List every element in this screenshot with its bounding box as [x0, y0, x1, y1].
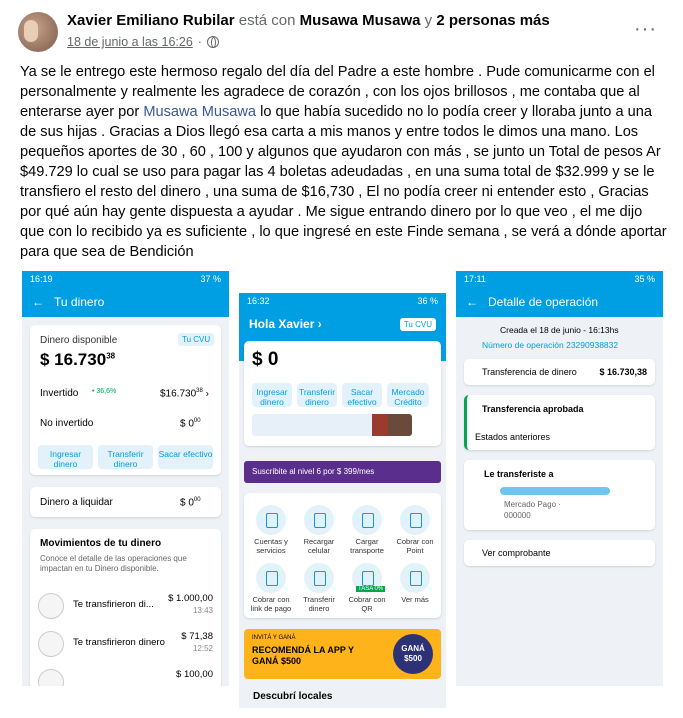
services-label: Cuentas y servicios [254, 537, 288, 555]
recipient-cvu: 000000 [504, 511, 531, 520]
discover-label: Descubrí locales [253, 691, 333, 702]
movement-time: 13:43 [192, 606, 213, 615]
movements-title: Movimientos de tu dinero [40, 538, 162, 549]
movement-amount: $ 71,38 [181, 631, 213, 642]
liquidar-amount: $ $0^{00}$ [180, 497, 201, 509]
operation-number[interactable]: Número de operación 23290938832 [482, 340, 619, 350]
screen-title: Detalle de operación [488, 295, 599, 309]
liquidar-card[interactable] [30, 487, 221, 517]
status-bar [456, 271, 663, 287]
more-label: Ver más [401, 595, 429, 604]
balance-amount: $ 0 [252, 349, 279, 370]
movements-desc: Conoce el detalle de las operaciones que impactan en tu Dinero disponible. [40, 554, 187, 573]
screen-title: Tu dinero [54, 295, 105, 309]
status-battery: 37 % [200, 274, 221, 284]
phone-recharge-icon[interactable] [304, 505, 334, 535]
point-icon[interactable] [400, 505, 430, 535]
tasa-badge: TASA 0% [358, 586, 384, 592]
screenshot-detail[interactable] [456, 271, 663, 686]
more-options-icon[interactable]: ··· [634, 18, 657, 40]
transfer-button[interactable]: Transferir dinero [98, 445, 153, 469]
author-name[interactable]: Xavier Emiliano Rubilar [67, 12, 235, 29]
withdraw-button[interactable]: Sacar efectivo [158, 445, 213, 469]
globe-icon [207, 36, 219, 48]
others-link[interactable]: 2 personas más [436, 12, 550, 29]
link-icon[interactable] [256, 563, 286, 593]
not-invested-amount: $ $0^{00}$ [180, 418, 201, 430]
shortcuts-grid [244, 493, 441, 618]
not-invested-label: No invertido [40, 418, 94, 429]
screenshot-tu-dinero[interactable] [22, 271, 229, 686]
recipient-card [464, 460, 655, 530]
movement-row[interactable] [30, 665, 221, 686]
header [22, 271, 229, 317]
link-label: Cobrar con link de pago [250, 595, 292, 613]
separator: · [197, 35, 202, 49]
status-battery: 35 % [634, 274, 655, 284]
status-time: 17:11 [464, 274, 486, 284]
deposit-button[interactable]: Ingresar dinero [252, 383, 292, 407]
greeting[interactable]: Hola Xavier › [249, 317, 322, 331]
subscribe-banner[interactable]: Suscribite al nivel 6 por $ 399/mes [244, 461, 441, 483]
and-text: y [424, 12, 433, 29]
movement-amount: $ 100,00 [176, 669, 213, 680]
back-arrow-icon[interactable]: ← [466, 295, 478, 309]
voucher-label: Ver comprobante [482, 548, 551, 558]
invested-label: Invertido [40, 388, 79, 399]
transport-label: Cargar transporte [350, 537, 384, 555]
mention-link[interactable]: Musawa Musawa [143, 104, 257, 120]
balance-card [244, 341, 441, 446]
status-battery: 36 % [417, 296, 438, 306]
transfer-button[interactable]: Transferir dinero [297, 383, 337, 407]
post-header [67, 12, 550, 29]
back-arrow-icon[interactable]: ← [32, 295, 44, 309]
recipient-bank: Mercado Pago · [504, 500, 561, 509]
liquidar-label: Dinero a liquidar [40, 497, 113, 508]
post-date[interactable]: 18 de junio a las 16:26 [67, 35, 193, 49]
movement-amount: $ 1.000,00 [168, 593, 213, 604]
deposit-button[interactable]: Ingresar dinero [38, 445, 93, 469]
status-bar [239, 293, 446, 309]
movement-label: Te transfirieron di... [73, 599, 154, 610]
created-date: Creada el 18 de junio - 16:13hs [500, 325, 619, 335]
post-text [20, 62, 668, 262]
header [456, 271, 663, 317]
balance-label: Dinero disponible [40, 335, 118, 346]
movement-row[interactable] [30, 589, 221, 629]
transport-icon[interactable] [352, 505, 382, 535]
card-strip[interactable] [252, 414, 412, 436]
avatar[interactable] [18, 12, 58, 52]
movement-row[interactable] [30, 627, 221, 667]
balance-amount: $ 16.730$^{38}$ [40, 350, 116, 369]
recipient-title: Le transferiste a [484, 469, 554, 479]
app-bar [239, 309, 446, 339]
app-bar [22, 287, 229, 317]
movements-card [30, 529, 221, 686]
app-bar [456, 287, 663, 317]
promo-banner[interactable] [244, 629, 441, 679]
status-time: 16:19 [30, 274, 53, 284]
previous-states-link[interactable]: Estados anteriores [475, 432, 551, 442]
point-label: Cobrar con Point [396, 537, 434, 555]
status-bar [22, 271, 229, 287]
transfer-label: Transferencia de dinero [482, 367, 577, 377]
transfer-label: Transferir dinero [303, 595, 335, 613]
post-meta [67, 35, 219, 49]
movement-time: 12:52 [192, 644, 213, 653]
approved-card [464, 395, 655, 450]
recipient-name-blurred [500, 487, 610, 495]
transfer-icon [38, 631, 64, 657]
post-text-part1: Ya se le entrego este hermoso regalo del día del Padre a este hombre . Pude comunicarme con el personalmente y realmente les agradece de corazón , con los ojos brillosos , me contaba que al enterarse ayer por [20, 64, 655, 120]
invested-amount: $16.730$^{38}$ › [160, 388, 209, 400]
services-icon[interactable] [256, 505, 286, 535]
recharge-label: Recargar celular [303, 537, 335, 555]
promo-title: RECOMENDÁ LA APP Y GANÁ $500 [252, 645, 354, 666]
voucher-row[interactable] [464, 540, 655, 566]
post-text-part2: lo que había sucedido no lo podía creer y lloraba junto a una de sus hijas . Gracias a Dios llegó esa carta a mis manos y entre todos le dimos una mano. Los pequeños aportes de 30 , 60 , 100 y algunos que ayudaron con más , se junto un Total de pesos Ar $49.729 lo cual se uso para pagar las 4 boletas adeudadas , en una suma total de $32.999 y se le transfiero el resto del dinero , una suma de $16,730 , El no podía creer ni entender esto , Gracias por qué aún hay gente dispuesta a ayudar . Me sigue entrando dinero por lo que veo , el me dijo que con lo recibido ya es suficiente , lo que ingresé en este Finde semana , se verá a dónde aportar para que sea de Bendición [20, 104, 667, 260]
transfer-amount: $ 16.730,38 [599, 367, 647, 377]
movement-label: Te transfirieron dinero [73, 637, 165, 648]
tagged-user[interactable]: Musawa Musawa [299, 12, 421, 29]
with-text: está con [238, 12, 296, 29]
qr-label: Cobrar con QR [348, 595, 386, 613]
promo-badge: GANÁ $500 [393, 634, 433, 674]
transfer-icon[interactable] [304, 563, 334, 593]
balance-card [30, 325, 221, 475]
plus-icon[interactable] [400, 563, 430, 593]
invested-pct: • 36,6% [92, 388, 117, 395]
screenshot-home[interactable] [239, 293, 446, 708]
status-time: 16:32 [247, 296, 270, 306]
credit-button[interactable]: Mercado Crédito [387, 383, 429, 407]
withdraw-button[interactable]: Sacar efectivo [342, 383, 382, 407]
transfer-icon [38, 593, 64, 619]
promo-small: INVITÁ Y GANÁ [252, 635, 296, 641]
cvu-button[interactable]: Tu CVU [400, 318, 436, 331]
approved-label: Transferencia aprobada [482, 404, 584, 414]
transfer-row [464, 359, 655, 385]
cvu-button[interactable]: Tu CVU [178, 333, 214, 346]
transfer-icon [38, 669, 64, 686]
